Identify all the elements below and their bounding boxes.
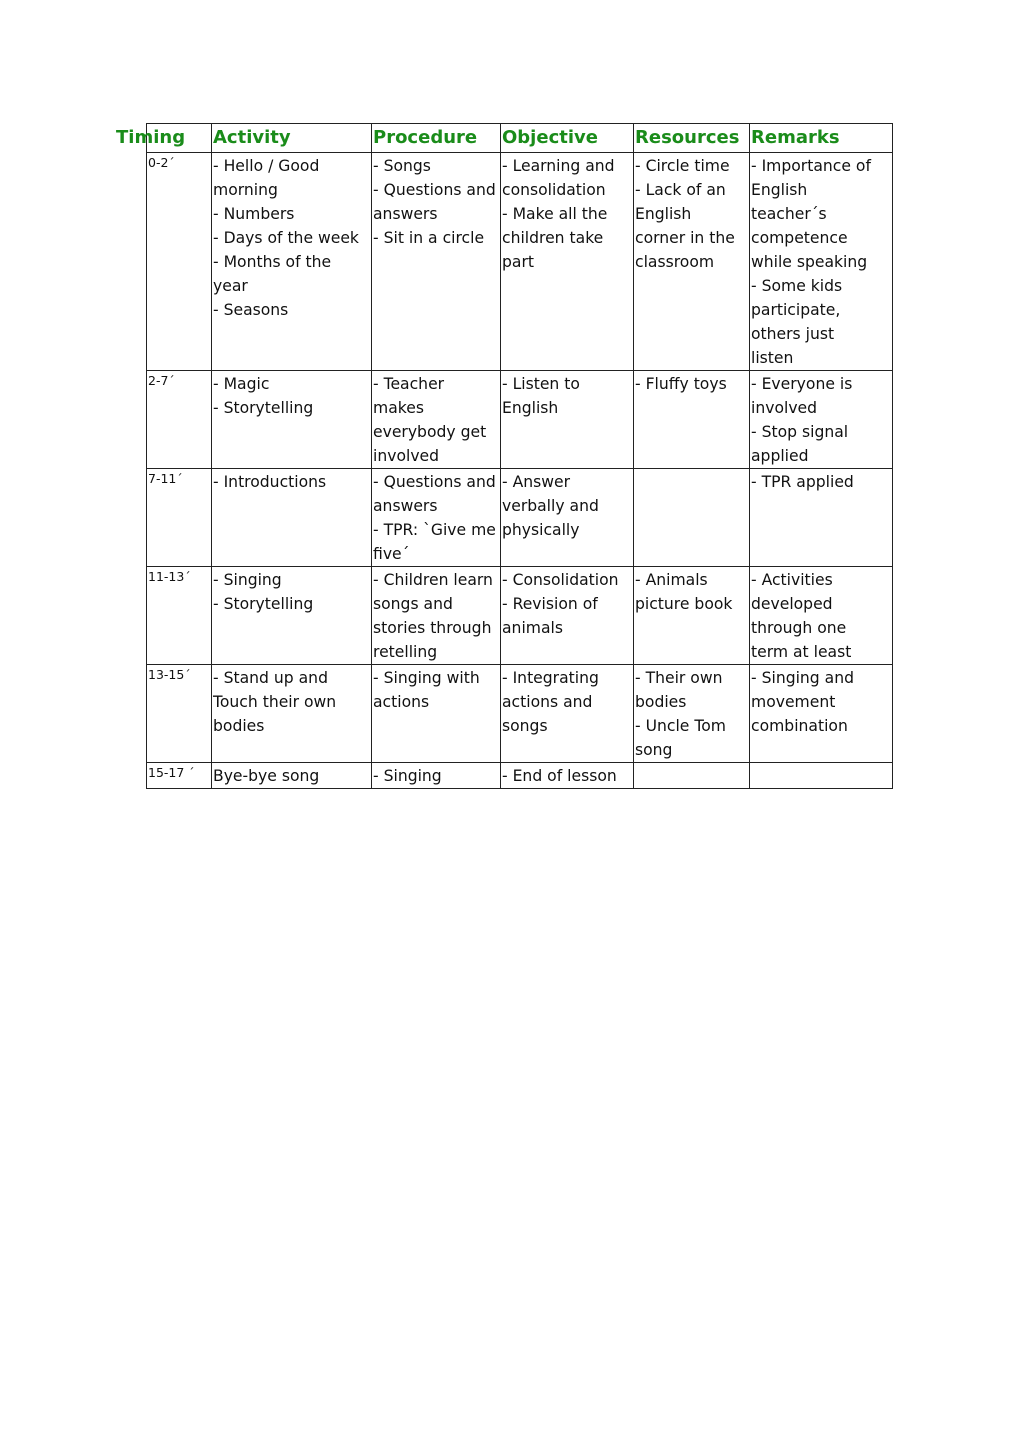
cell-line: involved xyxy=(373,447,440,465)
header-activity: Activity xyxy=(212,124,372,153)
cell-procedure xyxy=(372,469,501,567)
cell-line: actions xyxy=(373,693,430,711)
cell-line: part xyxy=(502,253,534,271)
cell-line: - Sit in a circle xyxy=(373,229,485,247)
cell-line: five´ xyxy=(373,545,410,563)
cell-line: - Storytelling xyxy=(213,399,314,417)
cell-line: - Storytelling xyxy=(213,595,314,613)
cell-line: answers xyxy=(373,497,438,515)
cell-remarks xyxy=(750,763,893,789)
cell-line: - Stop signal xyxy=(751,423,849,441)
table-body xyxy=(147,153,893,789)
cell-activity xyxy=(212,567,372,665)
cell-line: - Lack of an xyxy=(635,181,726,199)
cell-line: - Revision of xyxy=(502,595,598,613)
cell-resources xyxy=(634,469,750,567)
cell-procedure xyxy=(372,371,501,469)
cell-activity xyxy=(212,469,372,567)
cell-activity xyxy=(212,153,372,371)
cell-line: listen xyxy=(751,349,794,367)
cell-line: through one xyxy=(751,619,847,637)
cell-procedure xyxy=(372,665,501,763)
cell-line: songs and xyxy=(373,595,453,613)
cell-line: classroom xyxy=(635,253,715,271)
cell-procedure xyxy=(372,763,501,789)
header-remarks: Remarks xyxy=(750,124,893,153)
table-row xyxy=(147,567,893,665)
cell-line: - Magic xyxy=(213,375,270,393)
cell-line: combination xyxy=(751,717,848,735)
table-row xyxy=(147,153,893,371)
cell-line: - Answer xyxy=(502,473,571,491)
cell-line: retelling xyxy=(373,643,438,661)
cell-remarks xyxy=(750,371,893,469)
cell-remarks xyxy=(750,153,893,371)
cell-line: bodies xyxy=(213,717,265,735)
cell-timing: 7-11´ xyxy=(147,469,212,567)
lesson-plan-table xyxy=(116,123,893,789)
cell-line: - Singing xyxy=(373,767,442,785)
cell-line: Bye-bye song xyxy=(213,767,320,785)
cell-line: teacher´s xyxy=(751,205,827,223)
cell-line: others just xyxy=(751,325,835,343)
cell-line: - Singing and xyxy=(751,669,855,687)
cell-line: corner in the xyxy=(635,229,735,247)
cell-timing: 15-17 ´ xyxy=(147,763,212,789)
cell-line: - Singing with xyxy=(373,669,480,687)
cell-line: - Songs xyxy=(373,157,431,175)
table-row xyxy=(147,763,893,789)
cell-activity xyxy=(212,665,372,763)
cell-remarks xyxy=(750,665,893,763)
cell-timing: 11-13´ xyxy=(147,567,212,665)
cell-line: everybody get xyxy=(373,423,487,441)
cell-line: picture book xyxy=(635,595,733,613)
cell-line: - TPR applied xyxy=(751,473,854,491)
cell-objective xyxy=(501,665,634,763)
cell-line: movement xyxy=(751,693,836,711)
cell-line: makes xyxy=(373,399,424,417)
table-row xyxy=(147,665,893,763)
cell-timing: 0-2´ xyxy=(147,153,212,371)
cell-procedure xyxy=(372,567,501,665)
cell-line: - TPR: `Give me xyxy=(373,521,496,539)
cell-line: competence xyxy=(751,229,848,247)
cell-line: - Everyone is xyxy=(751,375,853,393)
cell-line: - Fluffy toys xyxy=(635,375,727,393)
cell-objective xyxy=(501,469,634,567)
cell-line: - Their own xyxy=(635,669,723,687)
cell-remarks xyxy=(750,469,893,567)
cell-line: - Children learn xyxy=(373,571,493,589)
cell-line: - Seasons xyxy=(213,301,289,319)
cell-timing: 13-15´ xyxy=(147,665,212,763)
cell-line: - Introductions xyxy=(213,473,327,491)
cell-resources xyxy=(634,567,750,665)
cell-line: - Learning and xyxy=(502,157,615,175)
table-row xyxy=(147,371,893,469)
cell-line: developed xyxy=(751,595,833,613)
cell-line: - Make all the xyxy=(502,205,608,223)
cell-resources xyxy=(634,153,750,371)
cell-line: English xyxy=(502,399,559,417)
cell-line: - End of lesson xyxy=(502,767,617,785)
header-resources: Resources xyxy=(634,124,750,153)
cell-line: song xyxy=(635,741,673,759)
cell-line: English xyxy=(751,181,808,199)
cell-activity xyxy=(212,371,372,469)
cell-line: participate, xyxy=(751,301,841,319)
cell-line: English xyxy=(635,205,692,223)
cell-line: - Importance of xyxy=(751,157,871,175)
cell-line: - Uncle Tom xyxy=(635,717,726,735)
cell-remarks xyxy=(750,567,893,665)
cell-line: - Questions and xyxy=(373,181,496,199)
cell-resources xyxy=(634,371,750,469)
cell-line: - Circle time xyxy=(635,157,730,175)
header-procedure: Procedure xyxy=(372,124,501,153)
cell-line: - Teacher xyxy=(373,375,445,393)
cell-line: songs xyxy=(502,717,548,735)
table-header-row xyxy=(147,124,893,153)
cell-line: - Numbers xyxy=(213,205,295,223)
cell-line: - Months of the xyxy=(213,253,332,271)
cell-line: - Listen to xyxy=(502,375,580,393)
cell-line: - Integrating xyxy=(502,669,599,687)
cell-procedure xyxy=(372,153,501,371)
cell-line: Touch their own xyxy=(213,693,337,711)
cell-resources xyxy=(634,763,750,789)
cell-line: term at least xyxy=(751,643,852,661)
cell-line: involved xyxy=(751,399,818,417)
cell-objective xyxy=(501,763,634,789)
cell-objective xyxy=(501,153,634,371)
cell-line: actions and xyxy=(502,693,593,711)
table-row xyxy=(147,469,893,567)
cell-line: - Some kids xyxy=(751,277,843,295)
cell-activity xyxy=(212,763,372,789)
cell-line: - Days of the week xyxy=(213,229,359,247)
cell-line: animals xyxy=(502,619,563,637)
header-objective: Objective xyxy=(501,124,634,153)
cell-line: applied xyxy=(751,447,809,465)
cell-line: - Consolidation xyxy=(502,571,619,589)
cell-line: morning xyxy=(213,181,278,199)
cell-line: while speaking xyxy=(751,253,868,271)
cell-line: stories through xyxy=(373,619,492,637)
cell-line: verbally and xyxy=(502,497,599,515)
cell-line: - Stand up and xyxy=(213,669,328,687)
cell-line: - Singing xyxy=(213,571,282,589)
cell-line: answers xyxy=(373,205,438,223)
cell-line: year xyxy=(213,277,248,295)
cell-line: - Questions and xyxy=(373,473,496,491)
cell-line: consolidation xyxy=(502,181,606,199)
cell-line: - Activities xyxy=(751,571,833,589)
cell-line: - Hello / Good xyxy=(213,157,320,175)
cell-objective xyxy=(501,371,634,469)
cell-resources xyxy=(634,665,750,763)
cell-line: physically xyxy=(502,521,580,539)
cell-line: - Animals xyxy=(635,571,708,589)
cell-line: children take xyxy=(502,229,604,247)
cell-line: bodies xyxy=(635,693,687,711)
cell-timing: 2-7´ xyxy=(147,371,212,469)
cell-objective xyxy=(501,567,634,665)
header-timing: Timing xyxy=(147,124,212,153)
